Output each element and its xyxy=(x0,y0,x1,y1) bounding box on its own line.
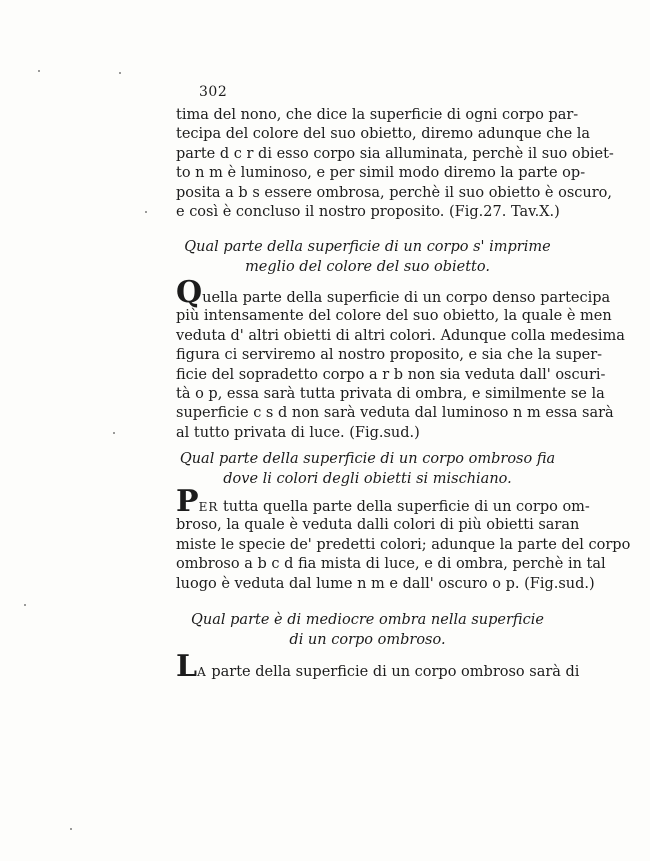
dropcap-tail: ER xyxy=(198,500,219,514)
paragraph-continuation xyxy=(176,106,614,222)
heading-line: dove li colori degli obietti si mischiano. xyxy=(223,470,512,487)
dropcap-tail: A xyxy=(197,665,207,679)
text-line: posita a b s essere ombrosa, perchè il suo obietto è oscuro, xyxy=(176,184,613,201)
paragraph xyxy=(176,649,580,684)
section-heading xyxy=(176,611,559,650)
text-line: parte d c r di esso corpo sia alluminata, perchè il suo obiet- xyxy=(176,145,614,162)
text-fragment: uella parte della superficie di un corpo denso partecipa xyxy=(202,290,611,306)
scan-speck xyxy=(119,72,121,74)
text-line-with-dropcap xyxy=(176,649,580,684)
scan-speck xyxy=(145,211,147,213)
scan-speck xyxy=(38,70,40,72)
text-fragment: tutta quella parte della superficie di un corpo om- xyxy=(222,499,590,515)
text-line-with-dropcap xyxy=(176,275,611,310)
scan-speck xyxy=(70,828,72,830)
text-line: miste le specie de' predetti colori; adunque la parte del corpo xyxy=(176,536,631,553)
section-heading xyxy=(176,450,559,489)
dropcap: L xyxy=(176,649,198,684)
text-line: tà o p, essa sarà tutta privata di ombra, e similmente se la xyxy=(176,385,605,402)
text-line: tecipa del colore del suo obietto, diremo adunque che la xyxy=(176,126,591,143)
heading-line: Qual parte è di mediocre ombra nella superficie xyxy=(191,612,544,628)
text-line: e così è concluso il nostro proposito. (Fig.27. Tav.X.) xyxy=(176,203,560,220)
text-line: to n m è luminoso, e per simil modo diremo la parte op- xyxy=(176,165,586,182)
heading-line: Qual parte della superficie di un corpo ombroso fia xyxy=(179,451,556,467)
text-line: luogo è veduta dal lume n m e dall' oscuro o p. (Fig.sud.) xyxy=(176,575,595,592)
text-line: broso, la quale è veduta dalli colori di più obietti saran xyxy=(176,517,580,534)
text-line: ficie del sopradetto corpo a r b non sia veduta dall' oscuri- xyxy=(176,366,606,383)
text-fragment: parte della superficie di un corpo ombroso sarà di xyxy=(211,664,580,680)
text-line: tima del nono, che dice la superficie di ogni corpo par- xyxy=(176,107,579,123)
text-line: al tutto privata di luce. (Fig.sud.) xyxy=(176,424,420,441)
dropcap: P xyxy=(176,484,199,519)
dropcap: Q xyxy=(176,275,203,310)
page-number: 302 xyxy=(199,84,228,100)
paragraph xyxy=(176,484,631,594)
text-line: veduta d' altri obietti di altri colori. Adunque colla medesima xyxy=(176,327,625,344)
heading-line: meglio del colore del suo obietto. xyxy=(245,258,490,275)
text-line: figura ci serviremo al nostro proposito, e sia che la super- xyxy=(176,347,603,364)
section-heading xyxy=(176,238,559,277)
heading-line: di un corpo ombroso. xyxy=(289,631,446,648)
text-line-with-dropcap xyxy=(176,484,590,519)
scan-speck xyxy=(113,432,115,434)
text-line: più intensamente del colore del suo obietto, la quale è men xyxy=(176,308,612,325)
scan-speck xyxy=(24,604,26,606)
text-line: ombroso a b c d fia mista di luce, e di ombra, perchè in tal xyxy=(176,556,606,573)
text-line: superficie c s d non sarà veduta dal luminoso n m essa sarà xyxy=(176,405,614,422)
heading-line: Qual parte della superficie di un corpo s' imprime xyxy=(184,239,551,255)
paragraph xyxy=(176,275,625,443)
